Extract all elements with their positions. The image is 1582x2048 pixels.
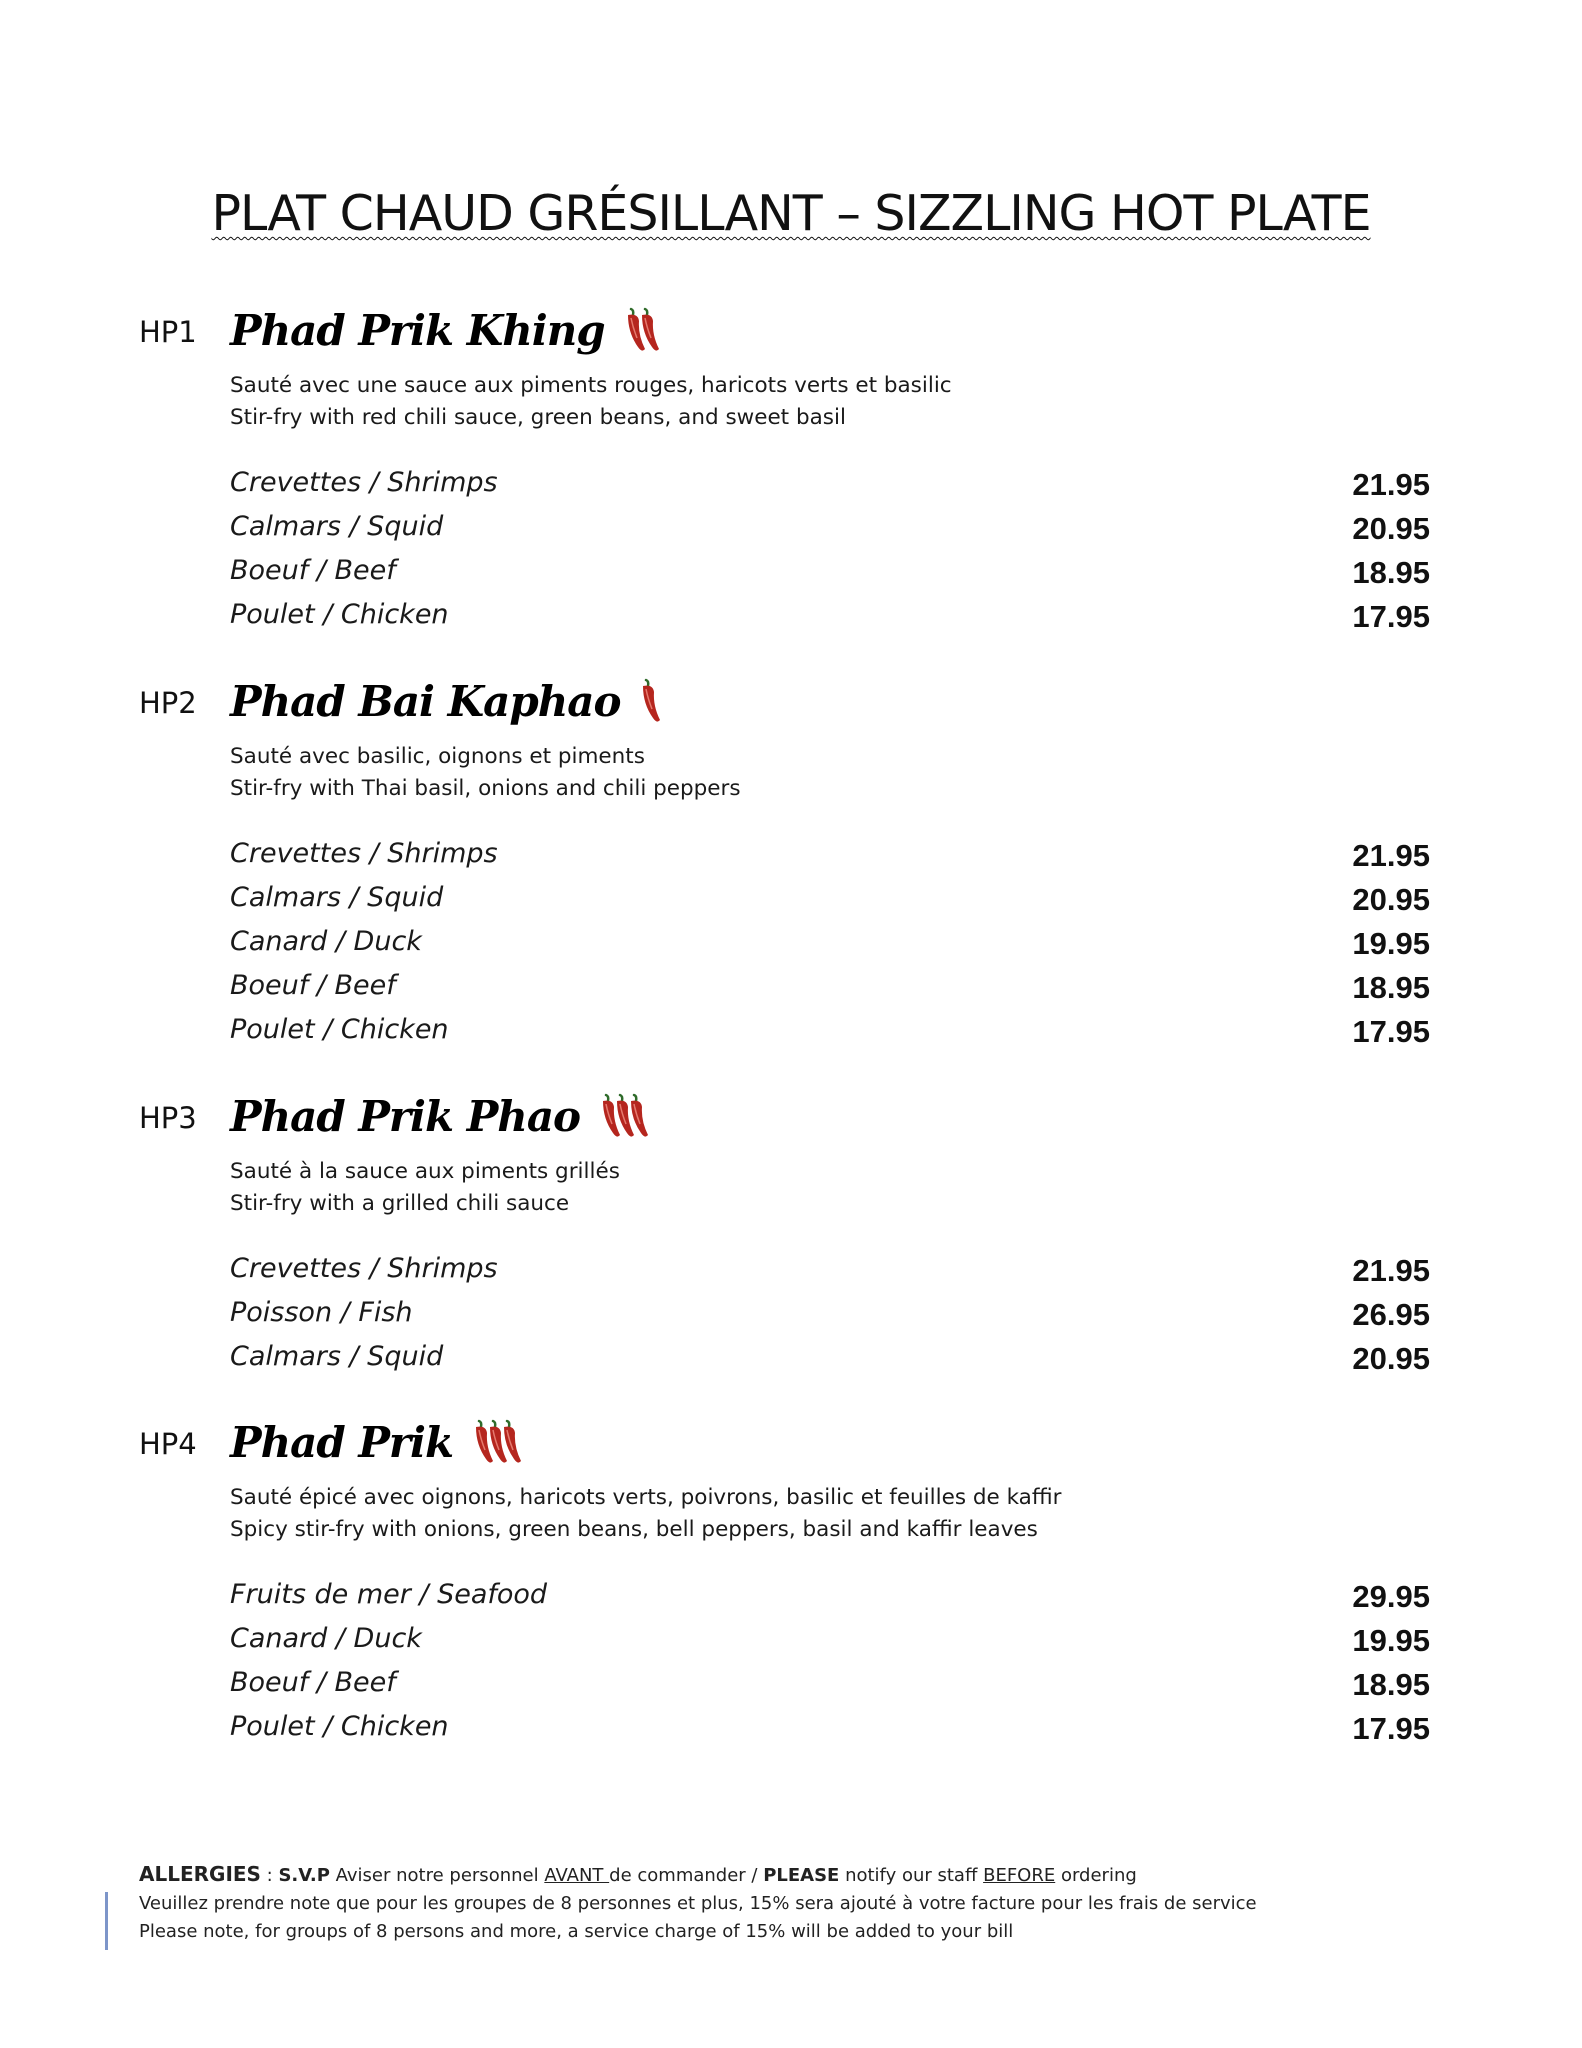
dish-description [230,1156,620,1220]
allergies-en-text-end: ordering [1055,1865,1137,1886]
item-price: 17.95 [1352,599,1430,634]
item-name: Fruits de mer / Seafood [230,1579,548,1610]
item-name: Crevettes / Shrimps [230,1253,498,1284]
allergies-label: ALLERGIES [139,1862,261,1886]
dish-code: HP4 [139,1427,197,1461]
allergies-en-text: notify our staff [839,1865,984,1886]
item-price: 18.95 [1352,1667,1430,1702]
description-fr: Sauté à la sauce aux piments grillés [230,1159,620,1184]
menu-item-row [230,599,1430,643]
item-price: 19.95 [1352,1623,1430,1658]
service-charge-en: Please note, for groups of 8 persons and more, a service charge of 15% will be added to your bill [139,1921,1014,1942]
dish-code: HP3 [139,1101,197,1135]
dish-name [230,1417,531,1477]
description-fr: Sauté avec basilic, oignons et piments [230,744,645,769]
allergies-fr-text: Aviser notre personnel [329,1865,545,1886]
item-price: 20.95 [1352,1341,1430,1376]
item-name: Poulet / Chicken [230,599,449,630]
menu-item-row [230,467,1430,511]
please-label: PLEASE [763,1865,840,1886]
menu-item-row [230,1297,1430,1341]
item-price: 21.95 [1352,838,1430,873]
menu-item-row [230,1341,1430,1385]
dish-code: HP2 [139,686,197,720]
item-name: Calmars / Squid [230,882,444,913]
menu-item-row [230,1014,1430,1058]
dish-name-text: Phad Bai Kaphao [230,677,621,726]
item-name: Calmars / Squid [230,1341,444,1372]
item-name: Canard / Duck [230,926,422,957]
description-en: Stir-fry with a grilled chili sauce [230,1191,570,1216]
item-price: 29.95 [1352,1579,1430,1614]
item-price: 18.95 [1352,970,1430,1005]
description-fr: Sauté avec une sauce aux piments rouges, haricots verts et basilic [230,373,952,398]
page-title: PLAT CHAUD GRÉSILLANT – SIZZLING HOT PLATE [211,185,1371,242]
item-name: Crevettes / Shrimps [230,467,498,498]
item-price: 17.95 [1352,1014,1430,1049]
menu-item-row [230,926,1430,970]
dish-name-text: Phad Prik [230,1418,454,1467]
chili-pepper-icon [619,305,669,365]
dish-name [230,676,670,736]
dish-name [230,305,669,365]
item-price: 18.95 [1352,555,1430,590]
svp-label: S.V.P [278,1865,330,1886]
dish-name [230,1091,658,1151]
service-charge-fr: Veuillez prendre note que pour les groupes de 8 personnes et plus, 15% sera ajouté à votre facture pour les frais de service [139,1893,1257,1914]
dish-description [230,1482,1061,1546]
menu-item-row [230,511,1430,555]
chili-pepper-icon [634,676,670,736]
dish-description [230,370,952,434]
menu-item-row [230,1667,1430,1711]
dish-name-text: Phad Prik Khing [230,306,605,355]
allergies-line [139,1860,1257,1890]
item-name: Poulet / Chicken [230,1711,449,1742]
allergies-fr-text-end: de commander / [609,1865,764,1886]
dish-code: HP1 [139,315,197,349]
item-price: 21.95 [1352,1253,1430,1288]
dish-name-text: Phad Prik Phao [230,1092,581,1141]
menu-item-row [230,1579,1430,1623]
item-name: Calmars / Squid [230,511,444,542]
item-name: Poulet / Chicken [230,1014,449,1045]
description-en: Stir-fry with red chili sauce, green beans, and sweet basil [230,405,846,430]
menu-item-row [230,882,1430,926]
item-name: Boeuf / Beef [230,555,396,586]
item-price: 26.95 [1352,1297,1430,1332]
dish-description [230,741,741,805]
item-price: 21.95 [1352,467,1430,502]
menu-item-row [230,1253,1430,1297]
description-en: Stir-fry with Thai basil, onions and chili peppers [230,776,741,801]
avant-word: AVANT [544,1865,610,1886]
item-price: 20.95 [1352,511,1430,546]
item-name: Canard / Duck [230,1623,422,1654]
menu-item-row [230,1623,1430,1667]
item-price: 20.95 [1352,882,1430,917]
description-fr: Sauté épicé avec oignons, haricots verts, poivrons, basilic et feuilles de kaffir [230,1485,1062,1510]
menu-item-row [230,1711,1430,1755]
item-name: Poisson / Fish [230,1297,413,1328]
before-word: BEFORE [983,1865,1056,1886]
menu-item-row [230,555,1430,599]
item-name: Boeuf / Beef [230,970,396,1001]
description-en: Spicy stir-fry with onions, green beans, bell peppers, basil and kaffir leaves [230,1517,1038,1542]
menu-item-row [230,838,1430,882]
item-price: 19.95 [1352,926,1430,961]
margin-bar [105,1892,108,1950]
separator: : [260,1865,279,1886]
menu-item-row [230,970,1430,1014]
item-name: Crevettes / Shrimps [230,838,498,869]
footer-notice [139,1860,1257,1946]
item-price: 17.95 [1352,1711,1430,1746]
item-name: Boeuf / Beef [230,1667,396,1698]
chili-pepper-icon [594,1091,658,1151]
chili-pepper-icon [467,1417,531,1477]
